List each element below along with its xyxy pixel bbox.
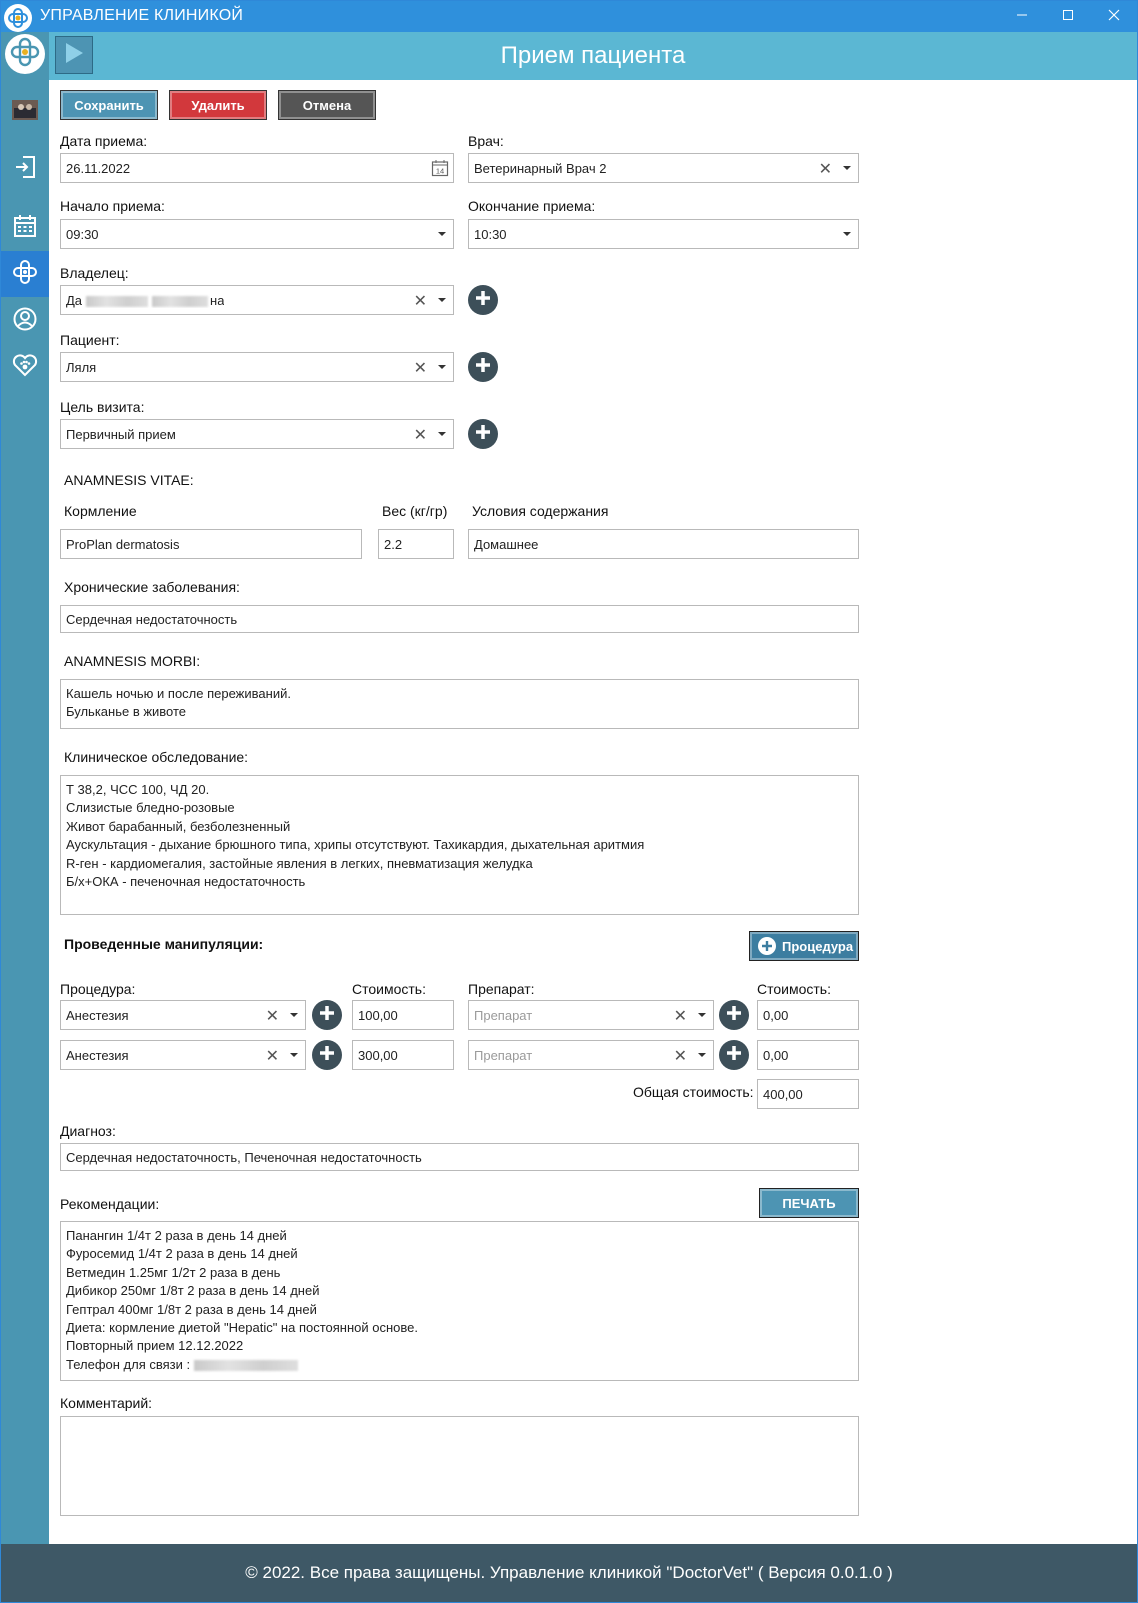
text-line: Бульканье в животе: [66, 704, 187, 720]
close-button[interactable]: [1091, 1, 1137, 32]
save-button[interactable]: Сохранить: [60, 90, 158, 120]
owner-select[interactable]: [60, 285, 454, 315]
add-patient-button[interactable]: [468, 352, 498, 382]
conditions-value: Домашнее: [474, 536, 539, 552]
text-line: Диета: кормление диетой "Hepatic" на постоянной основе.: [66, 1320, 419, 1336]
clinic-icon: [12, 259, 38, 290]
paw-cross-logo-icon: [4, 4, 32, 32]
svg-text:14: 14: [435, 166, 445, 176]
add-owner-button[interactable]: [468, 285, 498, 315]
feeding-label: Кормление: [64, 503, 137, 519]
drug-cost-value: 0,00: [763, 1007, 789, 1023]
dropdown-icon[interactable]: [438, 298, 446, 302]
drug-cost-input[interactable]: [757, 1000, 859, 1030]
plus-icon: [475, 290, 491, 311]
dropdown-icon[interactable]: [438, 432, 446, 436]
text-line: Ветмедин 1.25мг 1/2т 2 раза в день: [66, 1264, 281, 1280]
drug-select[interactable]: [468, 1000, 714, 1030]
chronic-input[interactable]: [60, 605, 859, 633]
text-line: Живот барабанный, безболезненный: [66, 818, 291, 834]
diagnosis-value: Сердечная недостаточность, Печеночная недостаточность: [66, 1149, 422, 1165]
add-drug-button[interactable]: [719, 1000, 749, 1030]
start-time-select[interactable]: [60, 219, 454, 249]
sidebar-item-photo[interactable]: [1, 89, 49, 135]
clinic-logo[interactable]: [5, 34, 45, 74]
end-time-select[interactable]: [468, 219, 859, 249]
recommendations-label: Рекомендации:: [60, 1196, 160, 1212]
text-line: Кашель ночью и после переживаний.: [66, 686, 291, 701]
purpose-label: Цель визита:: [60, 399, 145, 415]
end-time-label: Окончание приема:: [468, 198, 596, 214]
plus-icon: [758, 937, 776, 955]
clear-icon[interactable]: ✕: [413, 293, 427, 310]
calendar-icon[interactable]: [431, 159, 449, 180]
procedure-column-label: Процедура:: [60, 981, 136, 997]
pet-heart-icon: [12, 353, 38, 382]
clear-icon[interactable]: ✕: [413, 427, 427, 444]
cancel-button[interactable]: Отмена: [278, 90, 376, 120]
drug-cost-input[interactable]: [757, 1040, 859, 1070]
feeding-value: ProPlan dermatosis: [66, 536, 180, 552]
drug-cost-value: 0,00: [763, 1047, 789, 1063]
clear-icon[interactable]: ✕: [413, 360, 427, 377]
doctor-value: Ветеринарный Врач 2: [474, 160, 607, 176]
plus-icon: [475, 424, 491, 445]
add-procedure-row-button[interactable]: [312, 1040, 342, 1070]
page-header: [49, 32, 1137, 80]
clinical-label: Клиническое обследование:: [64, 749, 249, 765]
date-picker[interactable]: [60, 153, 454, 183]
doctor-select[interactable]: [468, 153, 859, 183]
text-line: Панангин 1/4т 2 раза в день 14 дней: [66, 1228, 287, 1243]
total-cost-value: 400,00: [763, 1086, 803, 1102]
user-icon: [13, 307, 37, 336]
plus-icon: [475, 357, 491, 378]
clinical-textarea[interactable]: [60, 775, 859, 915]
maximize-icon: [1062, 8, 1074, 26]
sidebar-item-logout[interactable]: [1, 146, 49, 192]
clear-icon[interactable]: ✕: [265, 1008, 279, 1025]
patient-select[interactable]: [60, 352, 454, 382]
paw-cross-logo-icon: [8, 35, 42, 74]
dropdown-icon[interactable]: [290, 1053, 298, 1057]
text-line: Т 38,2, ЧСС 100, ЧД 20.: [66, 782, 210, 797]
total-cost-field: [757, 1079, 859, 1109]
end-time-value: 10:30: [474, 226, 507, 242]
drug-cost-column-label: Стоимость:: [757, 981, 831, 997]
text-line: Аускультация - дыхание брюшного типа, хрипы отсутствуют. Тахикардия, дыхательная аритмия: [66, 837, 645, 853]
text-line: Б/х+ОКА - печеночная недостаточность: [66, 874, 306, 890]
clear-icon[interactable]: ✕: [673, 1048, 687, 1065]
print-button[interactable]: ПЕЧАТЬ: [759, 1188, 859, 1218]
procedure-cost-column-label: Стоимость:: [352, 981, 426, 997]
procedure-value: Анестезия: [66, 1047, 129, 1063]
logout-icon: [13, 155, 37, 184]
drug-select[interactable]: [468, 1040, 714, 1070]
feeding-input[interactable]: [60, 529, 362, 559]
minimize-icon: [1016, 8, 1028, 26]
owner-value: Да на: [66, 292, 225, 308]
plus-icon: [726, 1045, 742, 1066]
weight-label: Вес (кг/гр): [382, 503, 448, 519]
text-line: Гептрал 400мг 1/8т 2 раза в день 14 дней: [66, 1301, 317, 1317]
plus-icon: [319, 1005, 335, 1026]
text-line: Повторный прием 12.12.2022: [66, 1338, 244, 1354]
plus-icon: [726, 1005, 742, 1026]
close-icon: [1108, 8, 1120, 26]
procedure-value: Анестезия: [66, 1007, 129, 1023]
clear-icon[interactable]: ✕: [265, 1048, 279, 1065]
doctor-label: Врач:: [468, 133, 504, 149]
minimize-button[interactable]: [999, 1, 1045, 32]
purpose-select[interactable]: [60, 419, 454, 449]
purpose-value: Первичный прием: [66, 426, 176, 442]
dropdown-icon[interactable]: [843, 166, 851, 170]
chronic-value: Сердечная недостаточность: [66, 611, 238, 627]
add-purpose-button[interactable]: [468, 419, 498, 449]
clear-icon[interactable]: ✕: [818, 161, 832, 178]
comment-label: Комментарий:: [60, 1395, 153, 1411]
date-value: 26.11.2022: [66, 160, 131, 176]
conditions-input[interactable]: [468, 529, 859, 559]
text-line: Слизистые бледно-розовые: [66, 800, 235, 816]
anamnesis-vitae-heading: ANAMNESIS VITAE:: [64, 472, 194, 488]
drug-placeholder: Препарат: [474, 1007, 533, 1023]
weight-input[interactable]: [378, 529, 454, 559]
add-procedure-label: Процедура: [782, 938, 854, 954]
patient-value: Ляля: [66, 359, 97, 375]
procedure-cost-value: 300,00: [358, 1047, 398, 1063]
sidebar-item-patients[interactable]: [1, 344, 49, 390]
start-time-value: 09:30: [66, 226, 99, 242]
dropdown-icon[interactable]: [438, 232, 446, 236]
text-line: Фуросемид 1/4т 2 раза в день 14 дней: [66, 1246, 298, 1262]
procedure-cost-input[interactable]: [352, 1040, 454, 1070]
dropdown-icon[interactable]: [698, 1053, 706, 1057]
page-title: Прием пациента: [500, 42, 686, 69]
plus-icon: [319, 1045, 335, 1066]
sidebar: [1, 32, 49, 1544]
conditions-label: Условия содержания: [472, 503, 609, 519]
procedure-cost-input[interactable]: [352, 1000, 454, 1030]
procedure-select[interactable]: [60, 1040, 306, 1070]
dropdown-icon[interactable]: [698, 1013, 706, 1017]
weight-value: 2.2: [384, 536, 403, 552]
sidebar-item-calendar[interactable]: [1, 205, 49, 251]
drug-placeholder: Препарат: [474, 1047, 533, 1063]
app-title: УПРАВЛЕНИЕ КЛИНИКОЙ: [40, 7, 244, 24]
manipulations-heading: Проведенные манипуляции:: [64, 936, 264, 952]
phone-line: Телефон для связи :: [66, 1356, 853, 1374]
add-procedure-row-button[interactable]: [312, 1000, 342, 1030]
diagnosis-label: Диагноз:: [60, 1123, 116, 1139]
delete-button[interactable]: Удалить: [169, 90, 267, 120]
total-cost-label: Общая стоимость:: [633, 1084, 754, 1100]
date-label: Дата приема:: [60, 133, 148, 149]
dropdown-icon[interactable]: [438, 365, 446, 369]
anamnesis-morbi-textarea[interactable]: [60, 679, 859, 729]
dropdown-icon[interactable]: [843, 232, 851, 236]
add-procedure-button[interactable]: [749, 931, 859, 961]
dropdown-icon[interactable]: [290, 1013, 298, 1017]
start-time-label: Начало приема:: [60, 198, 165, 214]
recommendations-textarea[interactable]: [60, 1221, 859, 1381]
footer-text: © 2022. Все права защищены. Управление клиникой "DoctorVet" ( Версия 0.0.1.0 ): [245, 1563, 893, 1582]
title-bar: [1, 1, 1137, 32]
procedure-cost-value: 100,00: [358, 1007, 398, 1023]
maximize-button[interactable]: [1045, 1, 1091, 32]
patient-label: Пациент:: [60, 332, 120, 348]
visit-form: [49, 80, 1137, 1544]
sidebar-item-appointments[interactable]: [1, 251, 49, 297]
photo-icon: [12, 100, 38, 125]
owner-label: Владелец:: [60, 265, 129, 281]
clear-icon[interactable]: ✕: [673, 1008, 687, 1025]
drug-column-label: Препарат:: [468, 981, 535, 997]
footer: [1, 1544, 1137, 1602]
text-line: R-ген - кардиомегалия, застойные явления в легких, пневматизация желудка: [66, 855, 533, 871]
calendar-icon: [13, 214, 37, 243]
procedure-select[interactable]: [60, 1000, 306, 1030]
diagnosis-input[interactable]: [60, 1143, 859, 1171]
comment-textarea[interactable]: [60, 1416, 859, 1516]
text-line: Дибикор 250мг 1/8т 2 раза в день 14 дней: [66, 1283, 320, 1299]
sidebar-item-owners[interactable]: [1, 298, 49, 344]
chronic-label: Хронические заболевания:: [64, 579, 240, 595]
add-drug-button[interactable]: [719, 1040, 749, 1070]
anamnesis-morbi-heading: ANAMNESIS MORBI:: [64, 653, 201, 669]
